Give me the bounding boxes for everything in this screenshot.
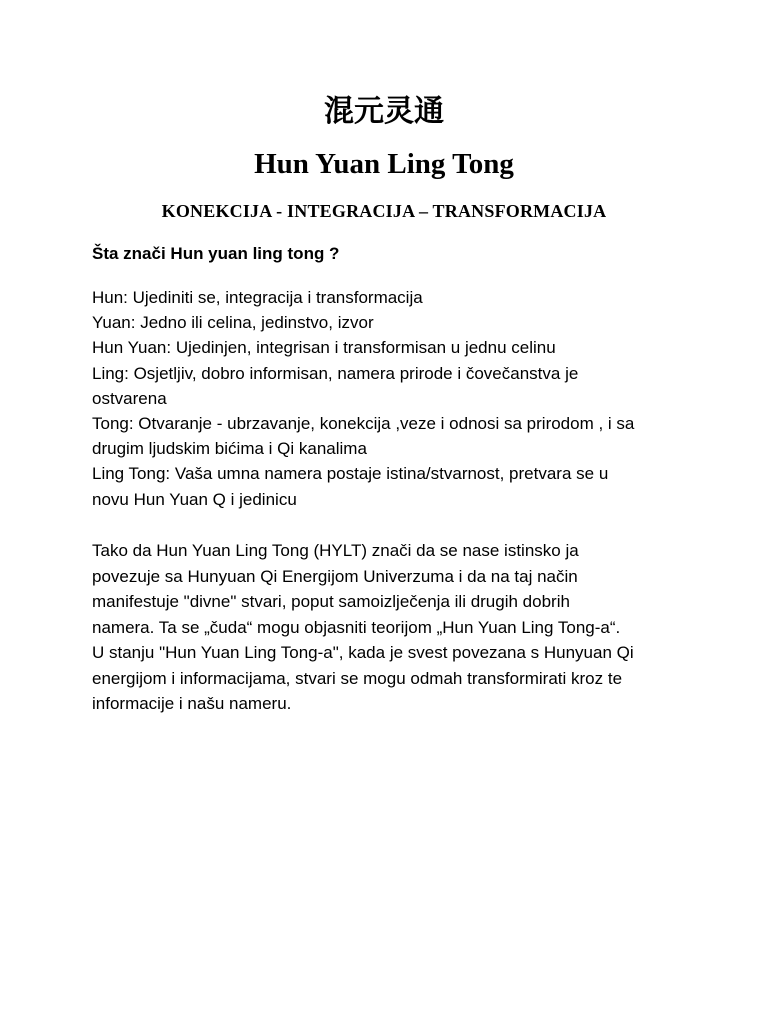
page-subtitle: KONEKCIJA - INTEGRACIJA – TRANSFORMACIJA [161,201,607,221]
definition-line: ostvarena [92,388,167,408]
explanation-paragraph [92,538,712,717]
chinese-title: 混元灵通 [324,94,444,129]
paragraph-line: Tako da Hun Yuan Ling Tong (HYLT) znači da se nase istinsko ja [92,541,579,560]
definition-line: Ling: Osjetljiv, dobro informisan, namera prirode i čovečanstva je [92,363,579,383]
page-title: Hun Yuan Ling Tong [254,148,514,180]
definition-line: drugim ljudskim bićima i Qi kanalima [92,439,367,459]
paragraph-line: energijom i informacijama, stvari se mogu odmah transformirati kroz te [92,668,623,688]
paragraph-line: U stanju "Hun Yuan Ling Tong-a", kada je svest povezana s Hunyuan Qi [92,643,634,662]
definition-line: Yuan: Jedno ili celina, jedinstvo, izvor [92,313,374,333]
definitions-block [92,285,712,512]
section-question-heading: Šta znači Hun yuan ling tong ? [92,244,340,263]
definition-line: Tong: Otvaranje - ubrzavanje, konekcija ,veze i odnosi sa prirodom , i sa [92,414,635,434]
paragraph-line: povezuje sa Hunyuan Qi Energijom Univerzuma i da na taj način [92,566,578,586]
paragraph-line: manifestuje "divne" stvari, poput samoizlječenja ili drugih dobrih [92,592,570,611]
paragraph-line: informacije i našu nameru. [92,694,292,713]
definition-line: novu Hun Yuan Q i jedinicu [92,489,297,509]
definition-line: Hun Yuan: Ujedinjen, integrisan i transformisan u jednu celinu [92,338,556,358]
paragraph-line: namera. Ta se „čuda“ mogu objasniti teorijom „Hun Yuan Ling Tong-a“. [92,617,621,637]
definition-line: Hun: Ujediniti se, integracija i transformacija [92,288,423,307]
definition-line: Ling Tong: Vaša umna namera postaje istina/stvarnost, pretvara se u [92,464,609,484]
